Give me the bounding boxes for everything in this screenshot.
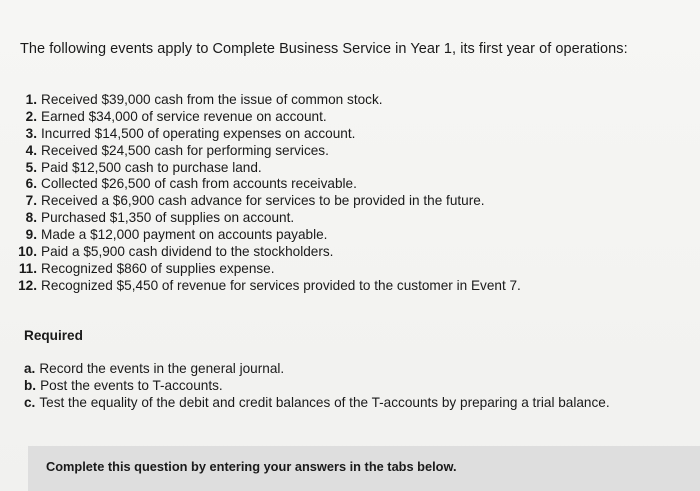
event-text: Earned $34,000 of service revenue on account. <box>41 108 327 124</box>
required-item <box>24 377 610 394</box>
event-number: 2. <box>25 108 37 124</box>
event-text: Incurred $14,500 of operating expenses on account. <box>41 125 356 141</box>
required-letter: a. <box>24 361 36 376</box>
event-item <box>17 278 521 295</box>
required-list <box>24 360 610 411</box>
event-text: Paid a $5,900 cash dividend to the stockholders. <box>41 244 334 260</box>
event-text: Received a $6,900 cash advance for services to be provided in the future. <box>41 193 485 209</box>
required-letter: c. <box>24 395 36 410</box>
event-text: Paid $12,500 cash to purchase land. <box>41 159 262 175</box>
event-number: 1. <box>25 92 37 107</box>
event-text: Made a $12,000 payment on accounts payable. <box>41 227 328 243</box>
required-item <box>24 394 610 411</box>
event-item <box>17 109 521 126</box>
intro-text: The following events apply to Complete Business Service in Year 1, its first year of operations: <box>20 41 628 57</box>
event-number: 5. <box>25 159 37 175</box>
event-number: 6. <box>25 176 37 192</box>
event-number: 8. <box>25 210 37 226</box>
event-item <box>17 261 521 278</box>
event-text: Purchased $1,350 of supplies on account. <box>41 210 295 226</box>
event-item <box>17 210 521 227</box>
required-text: Post the events to T-accounts. <box>40 378 223 393</box>
event-item <box>17 143 521 160</box>
event-text: Collected $26,500 of cash from accounts receivable. <box>41 176 357 192</box>
required-heading: Required <box>24 328 83 343</box>
instruction-text: Complete this question by entering your answers in the tabs below. <box>46 459 457 474</box>
event-number: 11. <box>18 260 37 276</box>
event-number: 3. <box>25 125 37 141</box>
event-text: Received $24,500 cash for performing services. <box>41 142 329 158</box>
event-text: Recognized $860 of supplies expense. <box>41 260 275 276</box>
event-number: 10. <box>18 244 37 260</box>
event-item <box>17 244 521 261</box>
event-number: 7. <box>25 193 37 209</box>
required-text: Test the equality of the debit and credit balances of the T-accounts by preparing a trial balance. <box>39 395 610 410</box>
events-list <box>17 92 521 295</box>
event-item <box>17 126 521 143</box>
event-text: Received $39,000 cash from the issue of common stock. <box>41 92 383 107</box>
event-item <box>17 160 521 177</box>
required-item <box>24 360 610 377</box>
event-text: Recognized $5,450 of revenue for services provided to the customer in Event 7. <box>41 277 521 293</box>
event-number: 9. <box>25 227 37 243</box>
instruction-banner <box>28 446 700 491</box>
event-item <box>17 227 521 244</box>
event-number: 12. <box>18 277 37 293</box>
event-item <box>17 176 521 193</box>
event-number: 4. <box>25 142 37 158</box>
required-text: Record the events in the general journal. <box>39 361 285 376</box>
event-item <box>17 193 521 210</box>
event-item <box>17 92 521 109</box>
required-letter: b. <box>24 378 37 393</box>
